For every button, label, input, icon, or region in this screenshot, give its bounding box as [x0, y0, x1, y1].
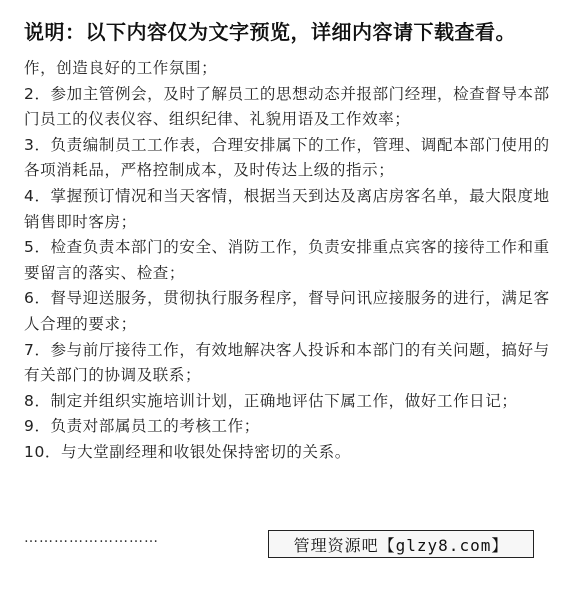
paragraph: 2．参加主管例会，及时了解员工的思想动态并报部门经理，检查督导本部门员工的仪表仪容、组织纪律、礼貌用语及工作效率；	[24, 84, 550, 129]
paragraph: 5．检查负责本部门的安全、消防工作，负责安排重点宾客的接待工作和重要留言的落实、检查；	[24, 238, 550, 282]
paragraph: 10．与大堂副经理和收银处保持密切的关系。	[24, 442, 351, 461]
paragraph: 6．督导迎送服务，贯彻执行服务程序，督导问讯应接服务的进行，满足客人合理的要求；	[24, 289, 550, 333]
preview-notice: 说明：以下内容仅为文字预览，详细内容请下载查看。	[24, 20, 516, 44]
paragraph: 作，创造良好的工作氛围；	[24, 59, 218, 77]
brand-watermark-box	[268, 530, 534, 558]
paragraph: 8．制定并组织实施培训计划，正确地评估下属工作，做好工作日记；	[24, 391, 518, 410]
dotted-separator: ………………………	[24, 530, 159, 546]
document-body	[24, 56, 560, 466]
paragraph: 9．负责对部属员工的考核工作；	[24, 417, 260, 436]
paragraph: 4．掌握预订情况和当天客情，根据当天到达及离店房客名单，最大限度地销售即时客房；	[24, 186, 550, 231]
paragraph: 3．负责编制员工工作表，合理安排属下的工作，管理、调配本部门使用的各项消耗品，严格控制成本，及时传达上级的指示；	[24, 135, 550, 180]
paragraph: 7．参与前厅接待工作，有效地解决客人投诉和本部门的有关问题，搞好与有关部门的协调及联系；	[24, 340, 550, 385]
brand-text: 管理资源吧【glzy8.com】	[293, 535, 509, 555]
